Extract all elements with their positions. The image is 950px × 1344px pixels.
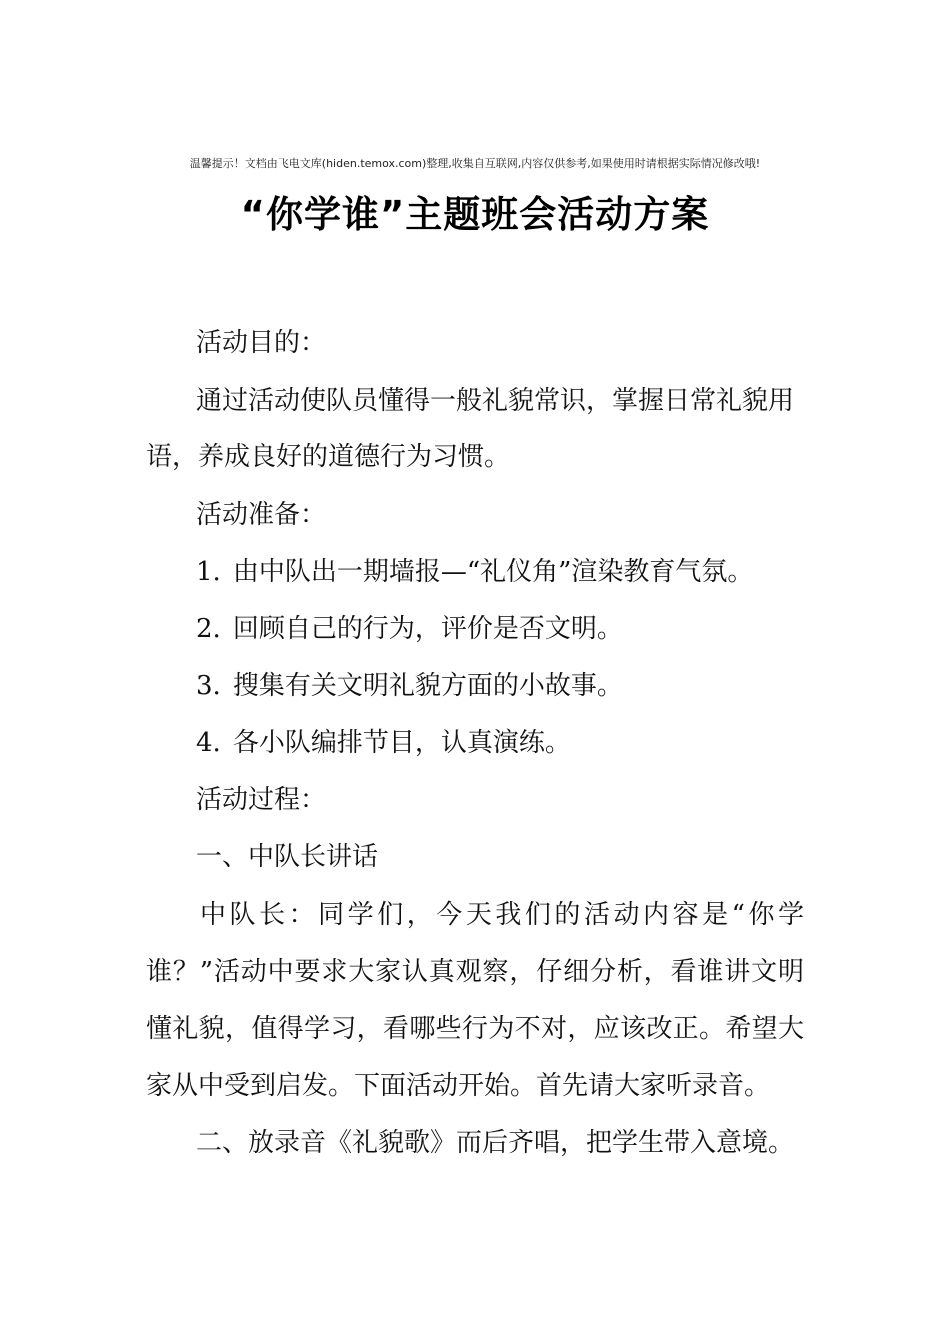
speech-line-1: 中队长：同学们，今天我们的活动内容是“你学 bbox=[200, 900, 804, 930]
step-1-heading: 一、中队长讲话 bbox=[196, 842, 379, 872]
prep-item-number: 3. bbox=[196, 671, 221, 701]
process-heading: 活动过程： bbox=[196, 785, 327, 815]
speech-line-4: 家从中受到启发。下面活动开始。首先请大家听录音。 bbox=[146, 1071, 771, 1101]
prep-item-3 bbox=[196, 666, 623, 706]
prep-item-number: 2. bbox=[196, 614, 221, 644]
speech-line-2: 谁？”活动中要求大家认真观察，仔细分析，看谁讲文明 bbox=[146, 957, 804, 987]
purpose-heading: 活动目的： bbox=[196, 328, 327, 358]
speech-line-3: 懂礼貌，值得学习，看哪些行为不对，应该改正。希望大 bbox=[146, 1014, 804, 1044]
header-notice: 温馨提示！文档由飞电文库(hiden.temox.com)整理,收集自互联网,内容仅供参考,如果使用时请根据实际情况修改哦! bbox=[189, 157, 761, 170]
prep-item-text: 由中队出一期墙报—“礼仪角”渲染教育气氛。 bbox=[232, 557, 754, 587]
prep-item-2 bbox=[196, 609, 623, 649]
purpose-line-2: 语，养成良好的道德行为习惯。 bbox=[146, 442, 511, 472]
prep-item-text: 各小队编排节目，认真演练。 bbox=[232, 728, 571, 758]
purpose-line-1: 通过活动使队员懂得一般礼貌常识，掌握日常礼貌用 bbox=[196, 386, 795, 416]
document-title: “你学谁”主题班会活动方案 bbox=[240, 193, 710, 236]
prep-item-number: 4. bbox=[196, 728, 221, 758]
prep-heading: 活动准备： bbox=[196, 500, 327, 530]
prep-item-text: 搜集有关文明礼貌方面的小故事。 bbox=[232, 671, 623, 701]
prep-item-4 bbox=[196, 723, 571, 763]
prep-item-number: 1. bbox=[196, 557, 221, 587]
prep-item-text: 回顾自己的行为，评价是否文明。 bbox=[232, 614, 623, 644]
step-2-heading: 二、放录音《礼貌歌》而后齐唱，把学生带入意境。 bbox=[196, 1128, 795, 1158]
prep-item-1 bbox=[196, 552, 753, 592]
